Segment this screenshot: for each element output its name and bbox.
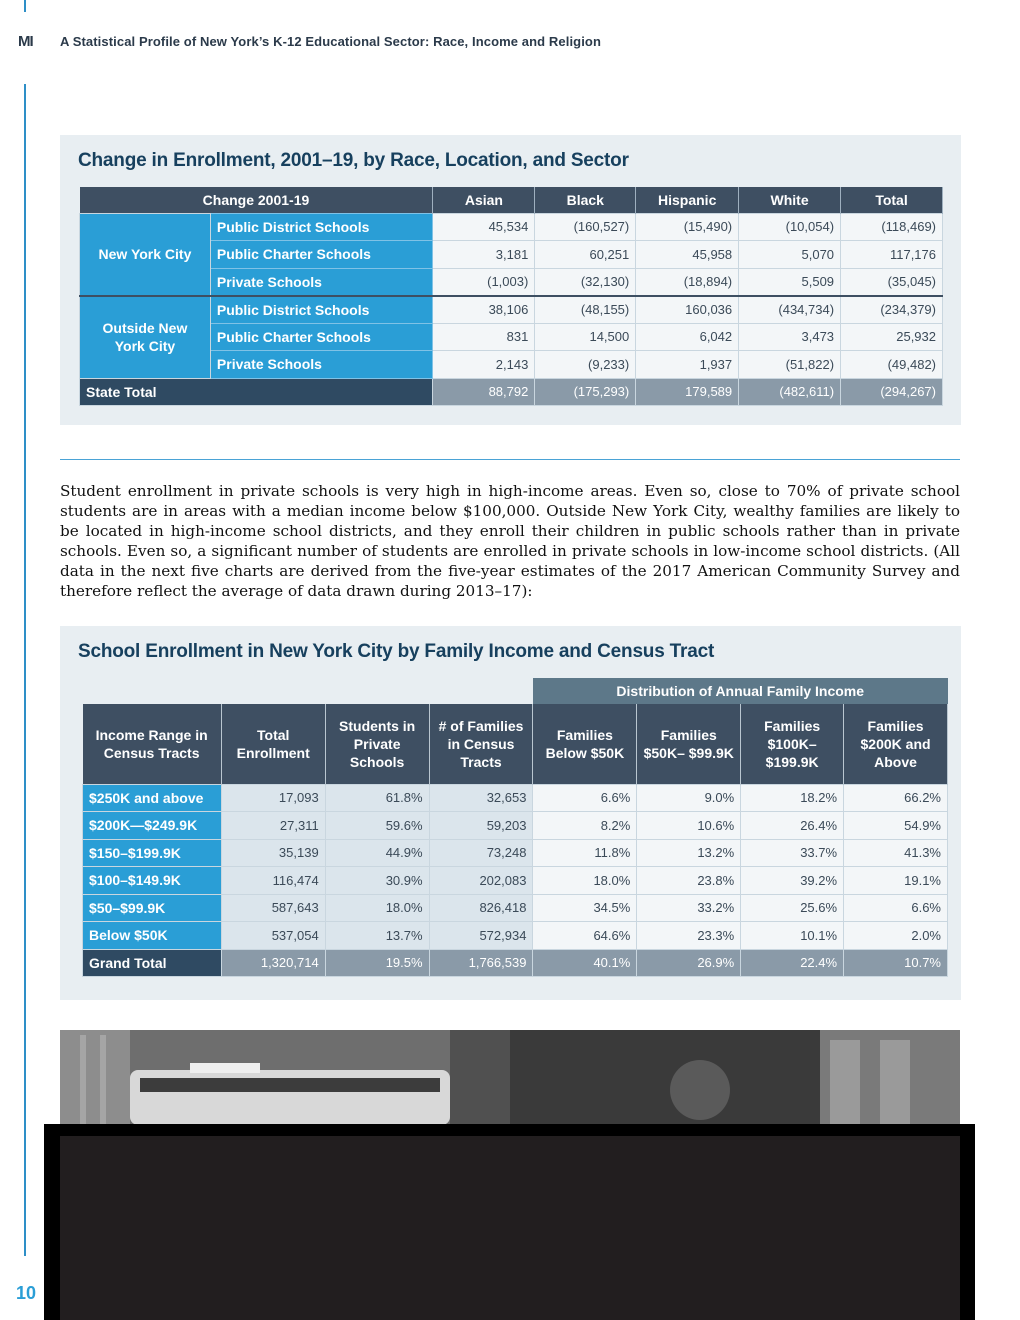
total-value-cell: 179,589 [636, 378, 739, 406]
table-row [80, 213, 943, 241]
value-cell: 13.2% [637, 839, 741, 867]
value-cell: 38,106 [433, 296, 535, 324]
col-header: Families $100K– $199.9K [741, 704, 844, 784]
col-header: Families Below $50K [533, 704, 637, 784]
value-cell: 1,937 [636, 351, 739, 379]
value-cell: 26.4% [741, 812, 844, 840]
col-header: Students in Private Schools [325, 704, 429, 784]
location-label: New York City [80, 213, 211, 296]
col-header: Income Range in Census Tracts [83, 704, 222, 784]
col-header: Black [535, 187, 636, 213]
value-cell: 3,473 [739, 323, 841, 351]
total-value-cell: 22.4% [741, 949, 844, 977]
value-cell: 10.1% [741, 922, 844, 950]
value-cell: (234,379) [841, 296, 943, 324]
income-enrollment-panel [60, 626, 961, 1000]
value-cell: 27,311 [221, 812, 325, 840]
value-cell: (35,045) [841, 268, 943, 296]
total-value-cell: 1,320,714 [221, 949, 325, 977]
margin-rule-top [24, 0, 26, 12]
value-cell: 25,932 [841, 323, 943, 351]
body-paragraph: Student enrollment in private schools is very high in high-income areas. Even so, close to 70% of private school students are in areas with a median income below $100,000. Outside New York City, wealthy families are likely to be located in high-income school districts, and they enroll their children in public schools rather than in private schools. Even so, a significant number of students are enrolled in private schools in low-income school districts. (All data in the next five charts are derived from the five-year estimates of the 2017 American Community Survey and therefore reflect the average of data drawn during 2013–17): [60, 482, 960, 600]
value-cell: 6,042 [636, 323, 739, 351]
value-cell: 6.6% [533, 784, 637, 812]
table-row [83, 784, 948, 812]
total-value-cell: 40.1% [533, 949, 637, 977]
total-value-cell: 88,792 [433, 378, 535, 406]
value-cell: (1,003) [433, 268, 535, 296]
value-cell: 6.6% [844, 894, 948, 922]
income-range-label: $50–$99.9K [83, 894, 222, 922]
sector-label: Public District Schools [210, 296, 433, 324]
total-value-cell: (175,293) [535, 378, 636, 406]
page-number: 10 [16, 1283, 37, 1303]
value-cell: 35,139 [221, 839, 325, 867]
value-cell: 5,070 [739, 241, 841, 269]
value-cell: 8.2% [533, 812, 637, 840]
value-cell: (160,527) [535, 213, 636, 241]
value-cell: 41.3% [844, 839, 948, 867]
value-cell: (15,490) [636, 213, 739, 241]
header-spacer [83, 678, 533, 704]
value-cell: 19.1% [844, 867, 948, 895]
value-cell: 73,248 [429, 839, 533, 867]
table-row [83, 812, 948, 840]
value-cell: 45,958 [636, 241, 739, 269]
distribution-header-row [83, 678, 948, 704]
dark-panel [60, 1136, 960, 1320]
value-cell: 117,176 [841, 241, 943, 269]
value-cell: 18.0% [533, 867, 637, 895]
value-cell: 60,251 [535, 241, 636, 269]
value-cell: 160,036 [636, 296, 739, 324]
table-row [83, 867, 948, 895]
income-range-label: Below $50K [83, 922, 222, 950]
value-cell: 18.0% [325, 894, 429, 922]
value-cell: 59.6% [325, 812, 429, 840]
table-row [80, 296, 943, 324]
table-row [83, 839, 948, 867]
enrollment-change-table [79, 187, 943, 406]
col-header: Asian [433, 187, 535, 213]
col-header-change: Change 2001-19 [80, 187, 433, 213]
value-cell: 66.2% [844, 784, 948, 812]
value-cell: 33.2% [637, 894, 741, 922]
income-range-label: $150–$199.9K [83, 839, 222, 867]
value-cell: 2,143 [433, 351, 535, 379]
grand-total-row [83, 949, 948, 977]
distribution-header: Distribution of Annual Family Income [533, 678, 948, 704]
value-cell: 572,934 [429, 922, 533, 950]
col-header: # of Families in Census Tracts [429, 704, 533, 784]
value-cell: (49,482) [841, 351, 943, 379]
school-bus-photo [60, 1030, 960, 1125]
total-value-cell: 10.7% [844, 949, 948, 977]
table1-header-row [80, 187, 943, 213]
value-cell: 44.9% [325, 839, 429, 867]
total-value-cell: 26.9% [637, 949, 741, 977]
value-cell: 11.8% [533, 839, 637, 867]
table2-header-row [83, 704, 948, 784]
total-row [80, 378, 943, 406]
col-header: Families $50K– $99.9K [637, 704, 741, 784]
running-head: A Statistical Profile of New York’s K-12 Educational Sector: Race, Income and Religion [60, 34, 602, 49]
margin-rule [24, 84, 26, 1256]
sector-label: Public District Schools [210, 213, 433, 241]
col-header: Total [841, 187, 943, 213]
value-cell: 9.0% [637, 784, 741, 812]
total-value-cell: (482,611) [739, 378, 841, 406]
enrollment-change-panel [60, 135, 961, 425]
mi-logo: MI [18, 33, 33, 50]
value-cell: 34.5% [533, 894, 637, 922]
value-cell: 826,418 [429, 894, 533, 922]
value-cell: 2.0% [844, 922, 948, 950]
value-cell: 25.6% [741, 894, 844, 922]
state-total-label: State Total [80, 378, 433, 406]
value-cell: 202,083 [429, 867, 533, 895]
location-label: Outside New York City [80, 296, 211, 379]
income-enrollment-table [82, 678, 948, 977]
value-cell: 23.8% [637, 867, 741, 895]
value-cell: 17,093 [221, 784, 325, 812]
col-header: Hispanic [636, 187, 739, 213]
value-cell: 39.2% [741, 867, 844, 895]
income-range-label: $100–$149.9K [83, 867, 222, 895]
sector-label: Public Charter Schools [210, 241, 433, 269]
value-cell: (118,469) [841, 213, 943, 241]
value-cell: (32,130) [535, 268, 636, 296]
value-cell: (51,822) [739, 351, 841, 379]
value-cell: 587,643 [221, 894, 325, 922]
total-value-cell: 1,766,539 [429, 949, 533, 977]
value-cell: 5,509 [739, 268, 841, 296]
col-header: Total Enrollment [221, 704, 325, 784]
sector-label: Private Schools [210, 351, 433, 379]
table-row [83, 894, 948, 922]
sector-label: Private Schools [210, 268, 433, 296]
sector-label: Public Charter Schools [210, 323, 433, 351]
value-cell: (10,054) [739, 213, 841, 241]
value-cell: 54.9% [844, 812, 948, 840]
value-cell: 33.7% [741, 839, 844, 867]
value-cell: 23.3% [637, 922, 741, 950]
value-cell: 537,054 [221, 922, 325, 950]
table1-title: Change in Enrollment, 2001–19, by Race, Location, and Sector [78, 150, 629, 171]
value-cell: 30.9% [325, 867, 429, 895]
value-cell: 3,181 [433, 241, 535, 269]
grand-total-label: Grand Total [83, 949, 222, 977]
value-cell: 59,203 [429, 812, 533, 840]
col-header: Families $200K and Above [844, 704, 948, 784]
value-cell: 831 [433, 323, 535, 351]
income-range-label: $250K and above [83, 784, 222, 812]
total-value-cell: 19.5% [325, 949, 429, 977]
value-cell: 45,534 [433, 213, 535, 241]
value-cell: (48,155) [535, 296, 636, 324]
total-value-cell: (294,267) [841, 378, 943, 406]
table-row [83, 922, 948, 950]
value-cell: (434,734) [739, 296, 841, 324]
value-cell: 61.8% [325, 784, 429, 812]
value-cell: 18.2% [741, 784, 844, 812]
value-cell: 64.6% [533, 922, 637, 950]
value-cell: 32,653 [429, 784, 533, 812]
value-cell: (9,233) [535, 351, 636, 379]
income-range-label: $200K—$249.9K [83, 812, 222, 840]
section-divider [60, 459, 960, 460]
value-cell: 116,474 [221, 867, 325, 895]
value-cell: (18,894) [636, 268, 739, 296]
value-cell: 10.6% [637, 812, 741, 840]
value-cell: 14,500 [535, 323, 636, 351]
value-cell: 13.7% [325, 922, 429, 950]
table2-title: School Enrollment in New York City by Family Income and Census Tract [78, 641, 715, 662]
school-bus-photo-art [60, 1030, 960, 1125]
col-header: White [739, 187, 841, 213]
